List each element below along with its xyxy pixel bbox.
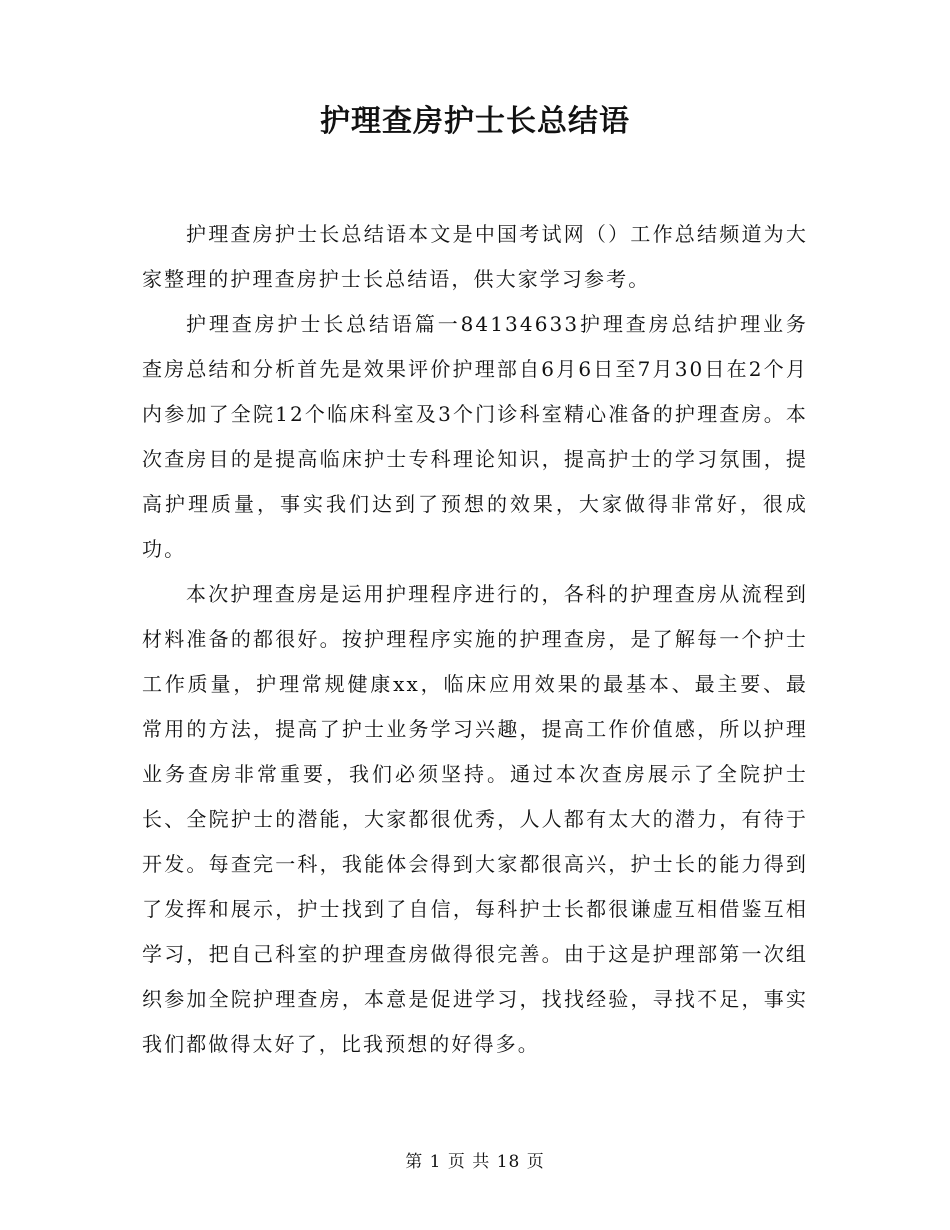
paragraph-intro: 护理查房护士长总结语本文是中国考试网（）工作总结频道为大家整理的护理查房护士长总结语，供大家学习参考。 (142, 222, 808, 291)
document-title: 护理查房护士长总结语 (320, 104, 630, 139)
page-number-footer: 第 1 页 共 18 页 (405, 1152, 545, 1172)
paragraph-part-one: 护理查房护士长总结语篇一84134633护理查房总结护理业务查房总结和分析首先是效果评价护理部自6月6日至7月30日在2个月内参加了全院12个临床科室及3个门诊科室精心准备的护理查房。本次查房目的是提高临床护士专科理论知识，提高护士的学习氛围，提高护理质量，事实我们达到了预想的效果，大家做得非常好，很成功。 (142, 312, 808, 561)
document-body (142, 212, 808, 1067)
paragraph-process: 本次护理查房是运用护理程序进行的，各科的护理查房从流程到材料准备的都很好。按护理程序实施的护理查房，是了解每一个护士工作质量，护理常规健康xx，临床应用效果的最基本、最主要、最常用的方法，提高了护士业务学习兴趣，提高工作价值感，所以护理业务查房非常重要，我们必须坚持。通过本次查房展示了全院护士长、全院护士的潜能，大家都很优秀，人人都有太大的潜力，有待于开发。每查完一科，我能体会得到大家都很高兴，护士长的能力得到了发挥和展示，护士找到了自信，每科护士长都很谦虚互相借鉴互相学习，把自己科室的护理查房做得很完善。由于这是护理部第一次组织参加全院护理查房，本意是促进学习，找找经验，寻找不足，事实我们都做得太好了，比我预想的好得多。 (142, 582, 808, 1056)
